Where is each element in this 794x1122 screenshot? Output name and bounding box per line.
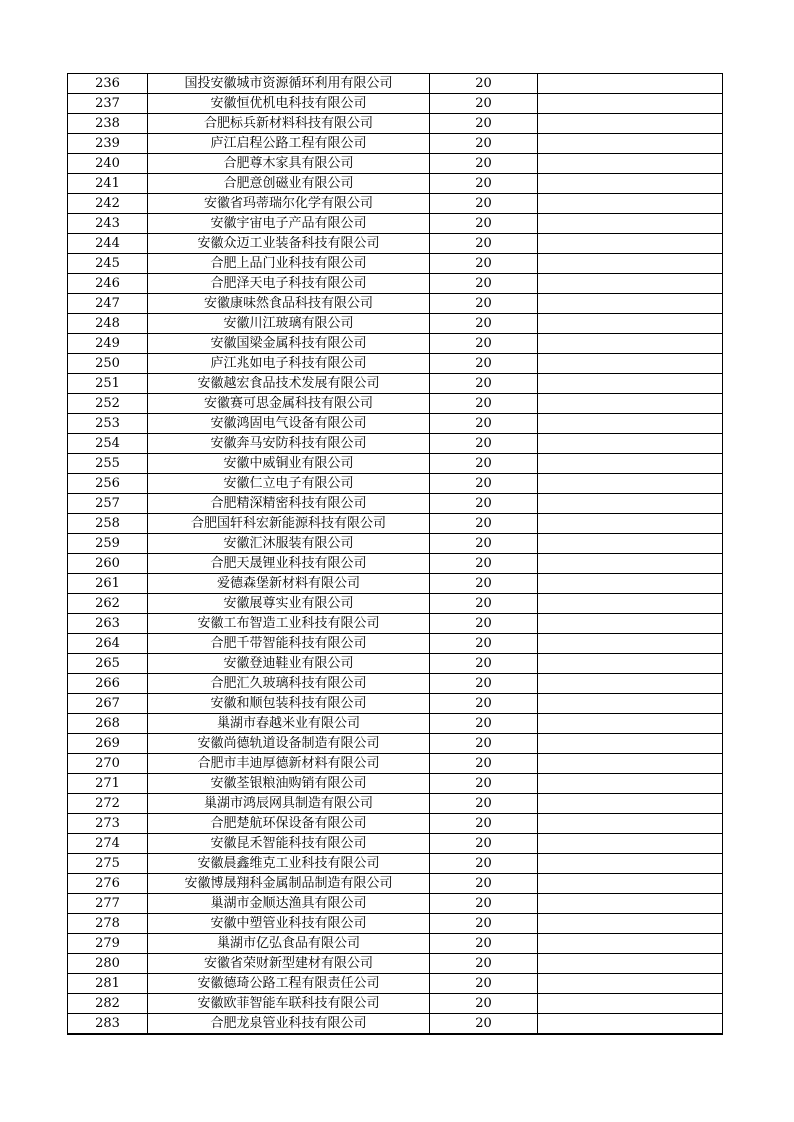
company-name-cell: 庐江兆如电子科技有限公司 [148,354,430,374]
company-name-cell: 安徽赛可思金属科技有限公司 [148,394,430,414]
row-number-cell: 257 [68,494,148,514]
score-cell: 20 [430,474,538,494]
row-number-cell: 263 [68,614,148,634]
row-number-cell: 251 [68,374,148,394]
remark-cell [538,314,723,334]
company-name-cell: 安徽省荣财新型建材有限公司 [148,954,430,974]
remark-cell [538,954,723,974]
company-name-cell: 安徽和顺包装科技有限公司 [148,694,430,714]
row-number-cell: 241 [68,174,148,194]
table-row [68,974,723,994]
row-number-cell: 236 [68,74,148,94]
company-name-cell: 安徽恒优机电科技有限公司 [148,94,430,114]
score-cell: 20 [430,954,538,974]
table-row [68,314,723,334]
table-row [68,774,723,794]
table-row [68,894,723,914]
row-number-cell: 244 [68,234,148,254]
remark-cell [538,734,723,754]
table-row [68,654,723,674]
row-number-cell: 242 [68,194,148,214]
score-cell: 20 [430,194,538,214]
table-row [68,354,723,374]
remark-cell [538,234,723,254]
table-row [68,554,723,574]
company-name-cell: 安徽奔马安防科技有限公司 [148,434,430,454]
score-cell: 20 [430,994,538,1014]
row-number-cell: 276 [68,874,148,894]
company-name-cell: 合肥精深精密科技有限公司 [148,494,430,514]
score-cell: 20 [430,694,538,714]
remark-cell [538,254,723,274]
row-number-cell: 270 [68,754,148,774]
table-row [68,454,723,474]
remark-cell [538,574,723,594]
score-cell: 20 [430,134,538,154]
remark-cell [538,914,723,934]
row-number-cell: 253 [68,414,148,434]
row-number-cell: 246 [68,274,148,294]
table-row [68,914,723,934]
remark-cell [538,814,723,834]
row-number-cell: 238 [68,114,148,134]
table-row [68,134,723,154]
row-number-cell: 239 [68,134,148,154]
remark-cell [538,354,723,374]
company-name-cell: 安徽省玛蒂瑞尔化学有限公司 [148,194,430,214]
table-row [68,814,723,834]
company-score-table [67,73,723,1035]
table-row [68,634,723,654]
company-name-cell: 合肥上品门业科技有限公司 [148,254,430,274]
row-number-cell: 281 [68,974,148,994]
remark-cell [538,874,723,894]
table-row [68,174,723,194]
company-name-cell: 安徽宇宙电子产品有限公司 [148,214,430,234]
table-row [68,534,723,554]
company-name-cell: 安徽荃银粮油购销有限公司 [148,774,430,794]
row-number-cell: 260 [68,554,148,574]
remark-cell [538,894,723,914]
score-cell: 20 [430,214,538,234]
table-row [68,274,723,294]
remark-cell [538,174,723,194]
company-name-cell: 合肥泽天电子科技有限公司 [148,274,430,294]
company-name-cell: 安徽川江玻璃有限公司 [148,314,430,334]
table-row [68,1014,723,1035]
row-number-cell: 278 [68,914,148,934]
score-cell: 20 [430,234,538,254]
remark-cell [538,554,723,574]
company-name-cell: 安徽德琦公路工程有限责任公司 [148,974,430,994]
remark-cell [538,214,723,234]
table-row [68,74,723,94]
row-number-cell: 245 [68,254,148,274]
company-name-cell: 安徽尚德轨道设备制造有限公司 [148,734,430,754]
score-cell: 20 [430,894,538,914]
score-cell: 20 [430,114,538,134]
score-cell: 20 [430,874,538,894]
table-row [68,294,723,314]
row-number-cell: 254 [68,434,148,454]
score-cell: 20 [430,174,538,194]
table-row [68,994,723,1014]
row-number-cell: 261 [68,574,148,594]
table-row [68,834,723,854]
company-name-cell: 安徽欧菲智能车联科技有限公司 [148,994,430,1014]
score-cell: 20 [430,634,538,654]
score-cell: 20 [430,94,538,114]
remark-cell [538,74,723,94]
remark-cell [538,714,723,734]
row-number-cell: 272 [68,794,148,814]
company-name-cell: 合肥意创磁业有限公司 [148,174,430,194]
company-name-cell: 合肥标兵新材料科技有限公司 [148,114,430,134]
row-number-cell: 279 [68,934,148,954]
score-cell: 20 [430,594,538,614]
remark-cell [538,194,723,214]
score-cell: 20 [430,754,538,774]
score-cell: 20 [430,454,538,474]
remark-cell [538,414,723,434]
row-number-cell: 275 [68,854,148,874]
table-row [68,514,723,534]
remark-cell [538,854,723,874]
table-row [68,734,723,754]
remark-cell [538,674,723,694]
row-number-cell: 266 [68,674,148,694]
table-row [68,954,723,974]
remark-cell [538,834,723,854]
company-name-cell: 巢湖市春越米业有限公司 [148,714,430,734]
score-cell: 20 [430,414,538,434]
remark-cell [538,94,723,114]
table-row [68,594,723,614]
table-row [68,674,723,694]
company-name-cell: 巢湖市亿弘食品有限公司 [148,934,430,954]
score-cell: 20 [430,974,538,994]
company-name-cell: 安徽工布智造工业科技有限公司 [148,614,430,634]
row-number-cell: 265 [68,654,148,674]
score-cell: 20 [430,574,538,594]
table-row [68,414,723,434]
score-cell: 20 [430,654,538,674]
table-row [68,374,723,394]
table-row [68,854,723,874]
row-number-cell: 259 [68,534,148,554]
company-name-cell: 合肥楚航环保设备有限公司 [148,814,430,834]
score-cell: 20 [430,494,538,514]
row-number-cell: 273 [68,814,148,834]
company-name-cell: 庐江启程公路工程有限公司 [148,134,430,154]
company-name-cell: 国投安徽城市资源循环利用有限公司 [148,74,430,94]
company-name-cell: 安徽中威铜业有限公司 [148,454,430,474]
remark-cell [538,514,723,534]
table-row [68,494,723,514]
company-name-cell: 安徽康味然食品科技有限公司 [148,294,430,314]
row-number-cell: 271 [68,774,148,794]
score-cell: 20 [430,794,538,814]
remark-cell [538,994,723,1014]
table-row [68,334,723,354]
score-cell: 20 [430,294,538,314]
score-cell: 20 [430,154,538,174]
row-number-cell: 267 [68,694,148,714]
row-number-cell: 247 [68,294,148,314]
remark-cell [538,934,723,954]
table-row [68,754,723,774]
remark-cell [538,774,723,794]
remark-cell [538,694,723,714]
table-row [68,194,723,214]
company-name-cell: 合肥千带智能科技有限公司 [148,634,430,654]
table-row [68,694,723,714]
company-name-cell: 巢湖市金顺达渔具有限公司 [148,894,430,914]
score-cell: 20 [430,354,538,374]
company-name-cell: 爱德森堡新材料有限公司 [148,574,430,594]
score-cell: 20 [430,314,538,334]
remark-cell [538,274,723,294]
remark-cell [538,794,723,814]
score-cell: 20 [430,274,538,294]
table-row [68,474,723,494]
remark-cell [538,394,723,414]
row-number-cell: 283 [68,1014,148,1035]
table-row [68,94,723,114]
remark-cell [538,594,723,614]
row-number-cell: 240 [68,154,148,174]
row-number-cell: 256 [68,474,148,494]
score-cell: 20 [430,614,538,634]
remark-cell [538,454,723,474]
remark-cell [538,294,723,314]
table-row [68,434,723,454]
company-name-cell: 安徽仁立电子有限公司 [148,474,430,494]
row-number-cell: 274 [68,834,148,854]
company-name-cell: 安徽登迪鞋业有限公司 [148,654,430,674]
remark-cell [538,114,723,134]
table-row [68,394,723,414]
row-number-cell: 262 [68,594,148,614]
row-number-cell: 269 [68,734,148,754]
remark-cell [538,974,723,994]
company-name-cell: 安徽越宏食品技术发展有限公司 [148,374,430,394]
remark-cell [538,634,723,654]
company-name-cell: 安徽展尊实业有限公司 [148,594,430,614]
row-number-cell: 268 [68,714,148,734]
score-cell: 20 [430,834,538,854]
company-name-cell: 合肥市丰迪厚德新材料有限公司 [148,754,430,774]
remark-cell [538,374,723,394]
row-number-cell: 280 [68,954,148,974]
row-number-cell: 249 [68,334,148,354]
company-name-cell: 安徽中塑管业科技有限公司 [148,914,430,934]
company-name-cell: 安徽晨鑫维克工业科技有限公司 [148,854,430,874]
table-row [68,114,723,134]
score-cell: 20 [430,74,538,94]
row-number-cell: 252 [68,394,148,414]
row-number-cell: 277 [68,894,148,914]
score-cell: 20 [430,734,538,754]
table-row [68,234,723,254]
row-number-cell: 282 [68,994,148,1014]
score-cell: 20 [430,434,538,454]
row-number-cell: 258 [68,514,148,534]
table-row [68,154,723,174]
company-name-cell: 安徽国梁金属科技有限公司 [148,334,430,354]
remark-cell [538,154,723,174]
row-number-cell: 243 [68,214,148,234]
remark-cell [538,754,723,774]
company-name-cell: 巢湖市鸿辰网具制造有限公司 [148,794,430,814]
table-row [68,254,723,274]
score-cell: 20 [430,394,538,414]
score-cell: 20 [430,814,538,834]
company-name-cell: 合肥汇久玻璃科技有限公司 [148,674,430,694]
row-number-cell: 237 [68,94,148,114]
company-name-cell: 合肥天晟锂业科技有限公司 [148,554,430,574]
row-number-cell: 264 [68,634,148,654]
table-row [68,574,723,594]
row-number-cell: 255 [68,454,148,474]
remark-cell [538,534,723,554]
score-cell: 20 [430,374,538,394]
company-name-cell: 合肥尊木家具有限公司 [148,154,430,174]
remark-cell [538,434,723,454]
row-number-cell: 250 [68,354,148,374]
score-cell: 20 [430,854,538,874]
score-cell: 20 [430,514,538,534]
score-cell: 20 [430,714,538,734]
score-cell: 20 [430,774,538,794]
remark-cell [538,1014,723,1035]
remark-cell [538,134,723,154]
company-name-cell: 合肥国轩科宏新能源科技有限公司 [148,514,430,534]
score-cell: 20 [430,934,538,954]
table-body [68,74,723,1035]
company-name-cell: 安徽博晟翔科金属制品制造有限公司 [148,874,430,894]
table-row [68,214,723,234]
table-row [68,794,723,814]
table-row [68,934,723,954]
score-cell: 20 [430,674,538,694]
score-cell: 20 [430,334,538,354]
remark-cell [538,334,723,354]
score-cell: 20 [430,254,538,274]
score-cell: 20 [430,1014,538,1035]
remark-cell [538,614,723,634]
score-cell: 20 [430,554,538,574]
score-cell: 20 [430,534,538,554]
score-cell: 20 [430,914,538,934]
row-number-cell: 248 [68,314,148,334]
table-row [68,714,723,734]
company-name-cell: 安徽汇沐服装有限公司 [148,534,430,554]
company-name-cell: 安徽鸿固电气设备有限公司 [148,414,430,434]
company-name-cell: 安徽众迈工业装备科技有限公司 [148,234,430,254]
remark-cell [538,494,723,514]
company-name-cell: 合肥龙泉管业科技有限公司 [148,1014,430,1035]
table-row [68,874,723,894]
company-name-cell: 安徽昆禾智能科技有限公司 [148,834,430,854]
table-row [68,614,723,634]
remark-cell [538,654,723,674]
remark-cell [538,474,723,494]
